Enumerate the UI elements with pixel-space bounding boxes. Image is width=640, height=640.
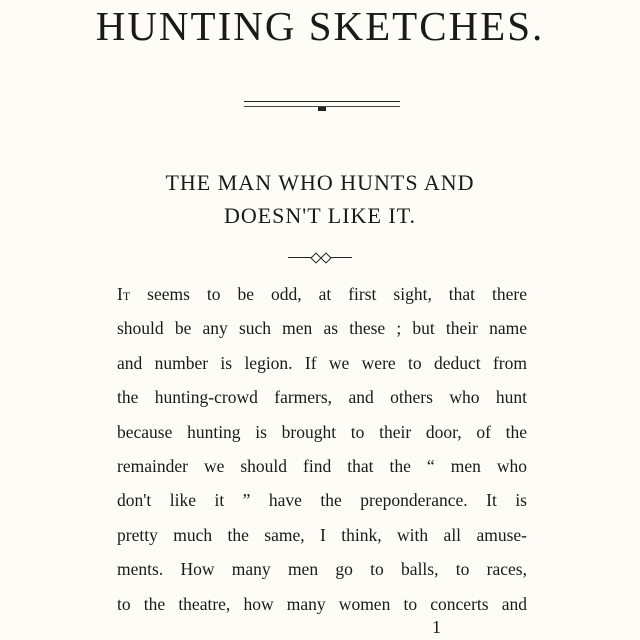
chapter-title-line-1: THE MAN WHO HUNTS AND (165, 170, 475, 195)
text-line: and number is legion. If we were to deduct from (117, 352, 527, 373)
text-line: pretty much the same, I think, with all amuse- (117, 524, 527, 545)
body-text (117, 280, 527, 624)
text-line: to the theatre, how many women to concerts and (117, 593, 527, 614)
text-line: should be any such men as these ; but their name (117, 318, 527, 339)
ornament-divider (288, 254, 352, 262)
double-rule-divider (244, 101, 400, 110)
text-line: remainder we should find that the “ men who (117, 455, 527, 476)
line-text: seems to be odd, at first sight, that there (130, 284, 527, 304)
book-title: HUNTING SKETCHES. (95, 3, 545, 49)
text-line: don't like it ” have the preponderance. It is (117, 490, 527, 511)
drop-word: It (117, 284, 131, 304)
page-number: 1 (432, 617, 441, 637)
chapter-title-line-2: DOESN'T LIKE IT. (223, 203, 417, 228)
text-line: the hunting-crowd farmers, and others who hunt (117, 387, 527, 408)
text-line: because hunting is brought to their door, of the (117, 421, 527, 442)
text-line (117, 280, 527, 314)
text-line: ments. How many men go to balls, to races, (117, 559, 527, 580)
